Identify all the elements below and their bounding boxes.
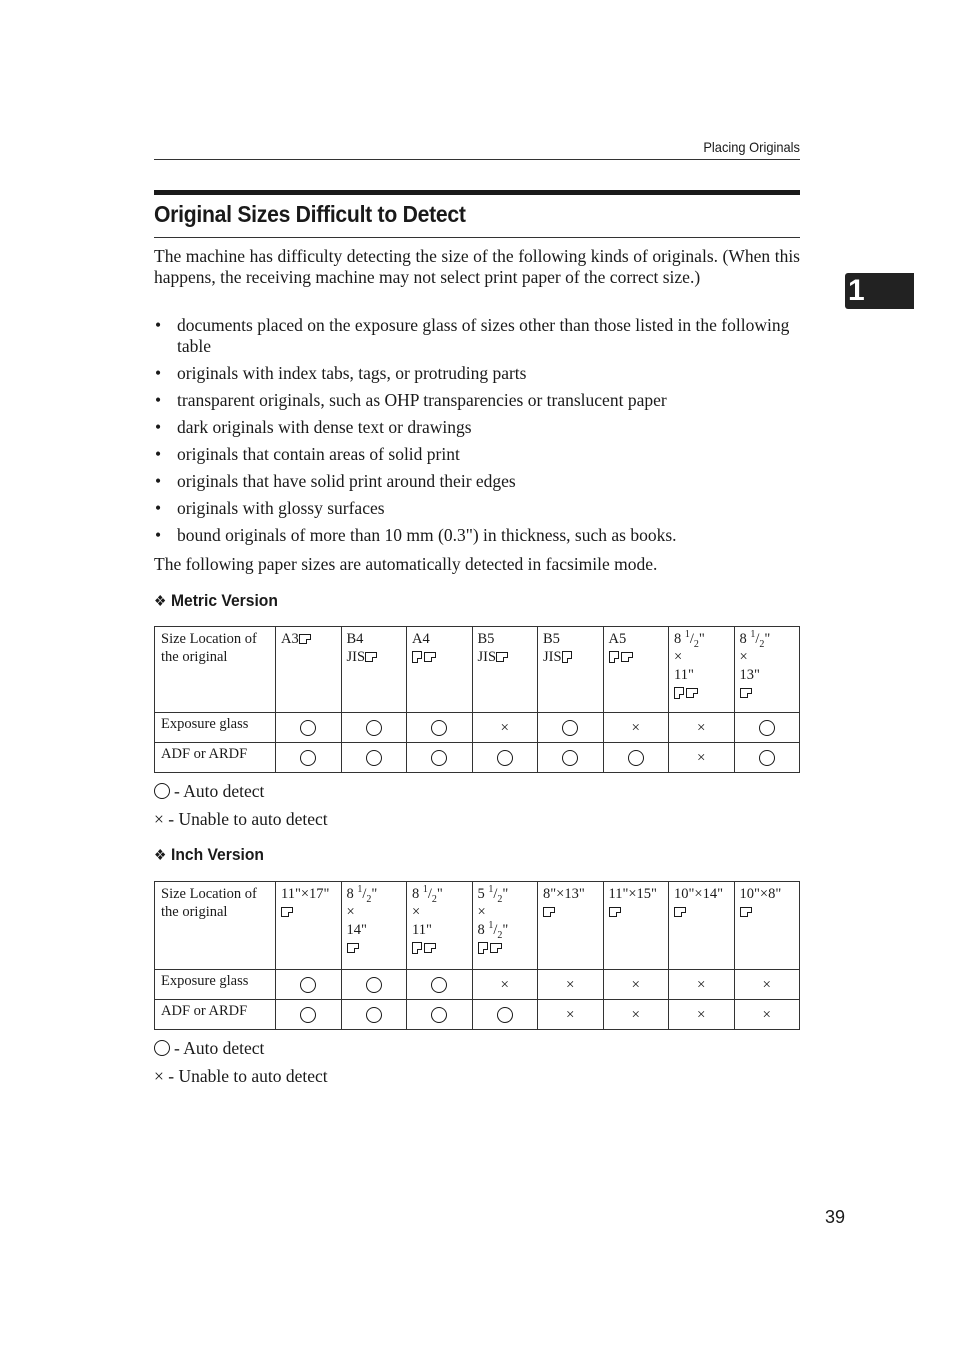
circle-icon — [300, 720, 316, 736]
circle-icon — [628, 750, 644, 766]
detect-cell — [276, 1000, 342, 1030]
cross-icon: × — [697, 719, 706, 736]
circle-icon — [431, 1007, 447, 1023]
inch-heading — [154, 845, 264, 865]
cross-icon: × — [500, 976, 509, 993]
legend-unable: × - Unable to auto detect — [154, 809, 328, 829]
circle-icon — [431, 750, 447, 766]
size-cell — [407, 627, 473, 713]
landscape-icon — [609, 907, 621, 917]
size-label: 10"×8" — [739, 886, 782, 902]
following-paragraph: The following paper sizes are automatically detected in facsimile mode. — [154, 554, 658, 574]
cross-icon: × — [697, 976, 706, 993]
legend-auto-text: - Auto detect — [174, 1038, 265, 1058]
list-item: • originals that have solid print around their edges — [154, 471, 800, 492]
landscape-icon — [365, 652, 377, 662]
circle-icon — [366, 1007, 382, 1023]
circle-icon — [366, 720, 382, 736]
circle-icon — [366, 977, 382, 993]
landscape-icon — [621, 652, 633, 662]
landscape-icon — [424, 652, 436, 662]
detect-cell — [669, 743, 735, 773]
legend-unable: × - Unable to auto detect — [154, 1066, 328, 1086]
list-item: • originals with index tabs, tags, or protruding parts — [154, 363, 800, 384]
detect-cell — [407, 713, 473, 743]
cross-icon: × — [631, 719, 640, 736]
size-label: 11"×15" — [608, 886, 657, 902]
detect-cell — [538, 1000, 604, 1030]
detect-cell — [341, 713, 407, 743]
detect-cell — [734, 743, 800, 773]
table-row — [155, 713, 800, 743]
size-cell — [669, 882, 735, 970]
detect-cell — [341, 970, 407, 1000]
size-cell — [734, 882, 800, 970]
size-cell — [276, 882, 342, 970]
cross-icon: × — [762, 1006, 771, 1023]
cross-icon: × — [566, 1006, 575, 1023]
row-label: Exposure glass — [155, 713, 276, 743]
circle-icon — [154, 1040, 170, 1056]
detect-cell — [538, 970, 604, 1000]
landscape-icon — [740, 907, 752, 917]
diamond-icon: ❖ — [154, 593, 167, 610]
portrait-icon — [412, 651, 422, 663]
portrait-icon — [412, 942, 422, 954]
size-label: 10"×14" — [674, 886, 724, 902]
circle-icon — [562, 750, 578, 766]
circle-icon — [366, 750, 382, 766]
size-cell: 8 $^1/_2$" × 11" — [669, 627, 735, 713]
title-under-rule — [154, 237, 800, 238]
detect-cell — [603, 743, 669, 773]
legend-auto — [154, 1038, 264, 1059]
inch-table — [154, 881, 800, 1030]
circle-icon — [497, 1007, 513, 1023]
landscape-icon — [674, 907, 686, 917]
detect-cell — [538, 743, 604, 773]
landscape-icon — [686, 688, 698, 698]
landscape-icon — [496, 652, 508, 662]
circle-icon — [497, 750, 513, 766]
header-cell: Size Location of the original — [155, 627, 276, 713]
detect-cell — [472, 1000, 538, 1030]
circle-icon — [431, 977, 447, 993]
landscape-icon — [347, 943, 359, 953]
circle-icon — [300, 750, 316, 766]
cross-icon: × — [566, 976, 575, 993]
header-rule — [154, 159, 800, 160]
size-cell: B5 JIS — [538, 627, 604, 713]
detect-cell — [603, 713, 669, 743]
detect-cell — [603, 970, 669, 1000]
table-row — [155, 970, 800, 1000]
detect-cell — [669, 970, 735, 1000]
size-cell: 8 $^1/_2$" × 13" — [734, 627, 800, 713]
size-label: A3 — [281, 631, 299, 647]
row-label: Exposure glass — [155, 970, 276, 1000]
size-cell — [603, 882, 669, 970]
intro-paragraph: The machine has difficulty detecting the size of the following kinds of originals. (When this happens, the receiving machine may not select print paper of the correct size.) — [154, 246, 800, 287]
size-cell: 8 $^1/_2$" × 14" — [341, 882, 407, 970]
chapter-number: 1 — [848, 274, 865, 307]
circle-icon — [300, 1007, 316, 1023]
inch-heading-label: Inch Version — [170, 845, 264, 864]
metric-table — [154, 626, 800, 773]
bullet-list — [154, 315, 800, 552]
portrait-icon — [478, 942, 488, 954]
landscape-icon — [740, 688, 752, 698]
detect-cell — [669, 713, 735, 743]
table-row — [155, 743, 800, 773]
circle-icon — [759, 750, 775, 766]
size-cell: 5 $^1/_2$" × 8 $^1/_2$" — [472, 882, 538, 970]
cross-icon: × — [697, 749, 706, 766]
detect-cell — [407, 970, 473, 1000]
cross-icon: × — [762, 976, 771, 993]
detect-cell — [472, 713, 538, 743]
circle-icon — [759, 720, 775, 736]
portrait-icon — [562, 651, 572, 663]
detect-cell — [734, 970, 800, 1000]
size-label: 11"×17" — [281, 886, 330, 902]
table-header-row — [155, 627, 800, 713]
detect-cell — [276, 713, 342, 743]
list-item: • transparent originals, such as OHP transparencies or translucent paper — [154, 390, 800, 411]
cross-icon: × — [500, 719, 509, 736]
size-cell: B5 JIS — [472, 627, 538, 713]
metric-heading — [154, 591, 278, 611]
landscape-icon — [543, 907, 555, 917]
page-title: Original Sizes Difficult to Detect — [154, 201, 466, 227]
size-label: A4 — [412, 631, 430, 647]
row-label: ADF or ARDF — [155, 743, 276, 773]
table-header-row — [155, 882, 800, 970]
detect-cell — [472, 970, 538, 1000]
landscape-icon — [490, 943, 502, 953]
detect-cell — [276, 743, 342, 773]
circle-icon — [431, 720, 447, 736]
portrait-icon — [609, 651, 619, 663]
detect-cell — [472, 743, 538, 773]
size-label: 8"×13" — [543, 886, 585, 902]
detect-cell — [603, 1000, 669, 1030]
cross-icon: × — [631, 1006, 640, 1023]
running-header: Placing Originals — [703, 139, 800, 155]
detect-cell — [407, 1000, 473, 1030]
list-item: • documents placed on the exposure glass of sizes other than those listed in the following table — [154, 315, 800, 357]
detect-cell — [734, 713, 800, 743]
row-label: ADF or ARDF — [155, 1000, 276, 1030]
landscape-icon — [424, 943, 436, 953]
detect-cell — [734, 1000, 800, 1030]
detect-cell — [538, 713, 604, 743]
detect-cell — [276, 970, 342, 1000]
title-rule — [154, 190, 800, 195]
legend-auto-text: - Auto detect — [174, 781, 265, 801]
size-label: A5 — [608, 631, 627, 647]
page-number: 39 — [824, 1207, 845, 1227]
circle-icon — [300, 977, 316, 993]
detect-cell — [341, 743, 407, 773]
metric-heading-label: Metric Version — [170, 591, 278, 610]
list-item: • originals with glossy surfaces — [154, 498, 800, 519]
header-cell: Size Location of the original — [155, 882, 276, 970]
landscape-icon — [281, 907, 293, 917]
list-item: • originals that contain areas of solid print — [154, 444, 800, 465]
size-cell — [538, 882, 604, 970]
cross-icon: × — [631, 976, 640, 993]
detect-cell — [407, 743, 473, 773]
list-item: • bound originals of more than 10 mm (0.3") in thickness, such as books. — [154, 525, 800, 546]
size-cell: 8 $^1/_2$" × 11" — [407, 882, 473, 970]
size-cell — [603, 627, 669, 713]
detect-cell — [669, 1000, 735, 1030]
landscape-icon — [299, 634, 311, 644]
detect-cell — [341, 1000, 407, 1030]
cross-icon: × — [697, 1006, 706, 1023]
table-row — [155, 1000, 800, 1030]
diamond-icon: ❖ — [154, 847, 167, 864]
circle-icon — [562, 720, 578, 736]
size-cell — [276, 627, 342, 713]
legend-auto — [154, 781, 264, 802]
list-item: • dark originals with dense text or drawings — [154, 417, 800, 438]
size-cell: B4 JIS — [341, 627, 407, 713]
portrait-icon — [674, 687, 684, 699]
circle-icon — [154, 783, 170, 799]
chapter-tab — [845, 273, 914, 309]
